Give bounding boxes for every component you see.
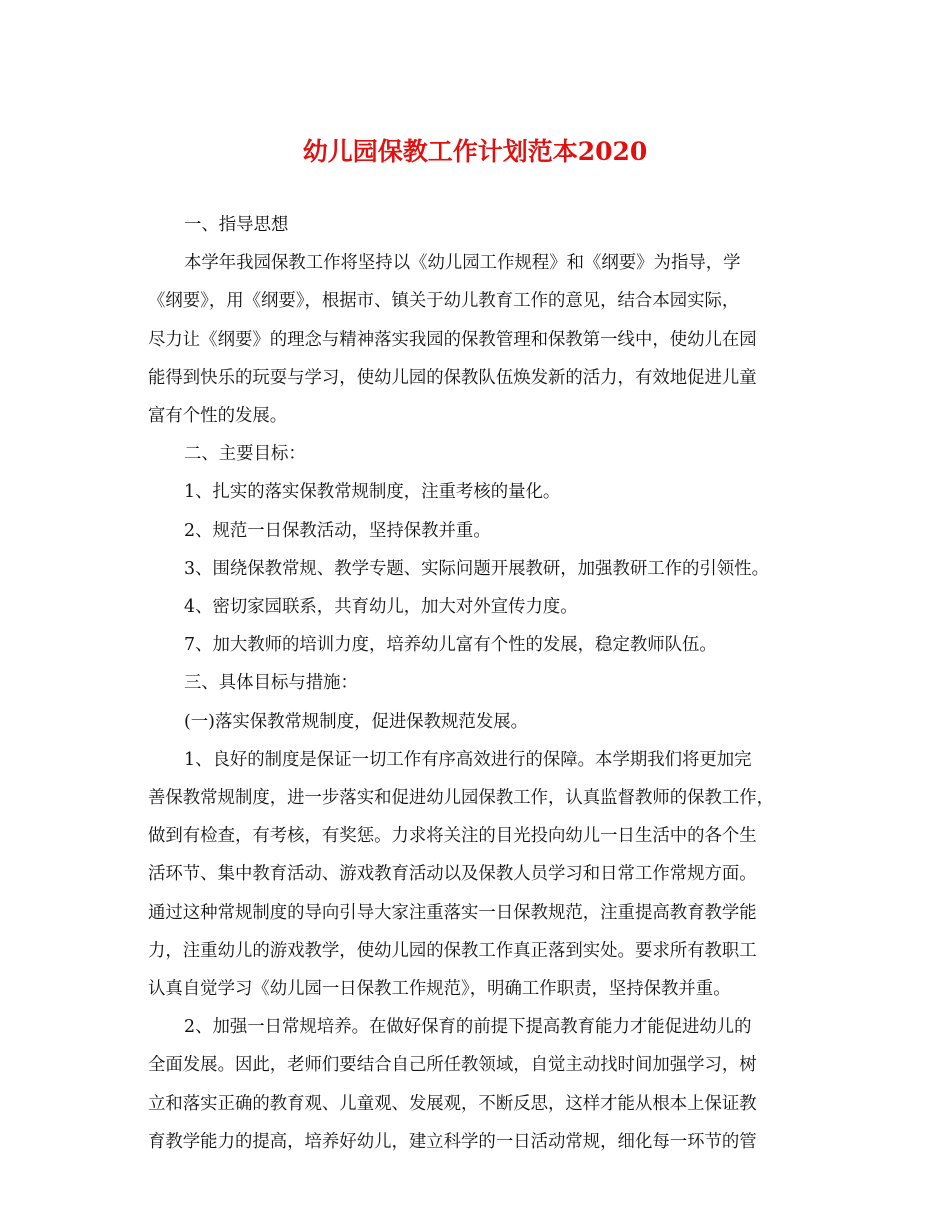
body-line: 通过这种常规制度的导向引导大家注重落实一日保教规范，注重提高教育教学能 bbox=[148, 902, 757, 923]
body-line: 7、加大教师的培训力度，培养幼儿富有个性的发展，稳定教师队伍。 bbox=[184, 635, 717, 656]
body-line: 尽力让《纲要》的理念与精神落实我园的保教管理和保教第一线中，使幼儿在园 bbox=[148, 329, 757, 350]
body-line: 1、扎实的落实保教常规制度，注重考核的量化。 bbox=[184, 482, 561, 503]
body-line: 育教学能力的提高，培养好幼儿，建立科学的一日活动常规，细化每一环节的管 bbox=[148, 1131, 757, 1152]
body-line: 认真自觉学习《幼儿园一日保教工作规范》，明确工作职责，坚持保教并重。 bbox=[148, 979, 731, 1000]
body-line: 3、围绕保教常规、教学专题、实际问题开展教研，加强教研工作的引领性。 bbox=[184, 558, 769, 579]
body-line: 全面发展。因此，老师们要结合自己所任教领域，自觉主动找时间加强学习，树 bbox=[148, 1055, 757, 1076]
body-line: 2、规范一日保教活动，坚持保教并重。 bbox=[184, 520, 491, 541]
body-line: 立和落实正确的教育观、儿童观、发展观，不断反思，这样才能从根本上保证教 bbox=[148, 1093, 757, 1114]
body-line: 一、指导思想 bbox=[184, 215, 289, 235]
body-line: 力，注重幼儿的游戏教学，使幼儿园的保教工作真正落到实处。要求所有教职工 bbox=[148, 940, 757, 961]
body-line: 2、加强一日常规培养。在做好保育的前提下提高教育能力才能促进幼儿的 bbox=[184, 1017, 752, 1038]
body-line: 4、密切家园联系，共育幼儿，加大对外宣传力度。 bbox=[184, 597, 578, 618]
body-line: 做到有检查，有考核，有奖惩。力求将关注的目光投向幼儿一日生活中的各个生 bbox=[148, 826, 757, 847]
body-line: (一)落实保教常规制度，促进保教规范发展。 bbox=[184, 711, 528, 732]
body-line: 《纲要》，用《纲要》，根据市、镇关于幼儿教育工作的意见，结合本园实际， bbox=[148, 291, 740, 312]
body-line: 富有个性的发展。 bbox=[148, 406, 288, 427]
body-line: 1、良好的制度是保证一切工作有序高效进行的保障。本学期我们将更加完 bbox=[184, 749, 752, 770]
body-line: 三、具体目标与措施： bbox=[184, 673, 358, 694]
body-line: 本学年我园保教工作将坚持以《幼儿园工作规程》和《纲要》为指导，学 bbox=[184, 253, 741, 274]
body-line: 活环节、集中教育活动、游戏教育活动以及保教人员学习和日常工作常规方面。 bbox=[148, 864, 757, 885]
body-line: 善保教常规制度，进一步落实和促进幼儿园保教工作，认真监督教师的保教工作， bbox=[148, 788, 775, 809]
body-line: 二、主要目标： bbox=[184, 444, 306, 465]
body-line: 能得到快乐的玩耍与学习，使幼儿园的保教队伍焕发新的活力，有效地促进儿童 bbox=[148, 367, 757, 388]
document-body bbox=[148, 206, 812, 1161]
document-title: 幼儿园保教工作计划范本2020 bbox=[302, 137, 648, 166]
